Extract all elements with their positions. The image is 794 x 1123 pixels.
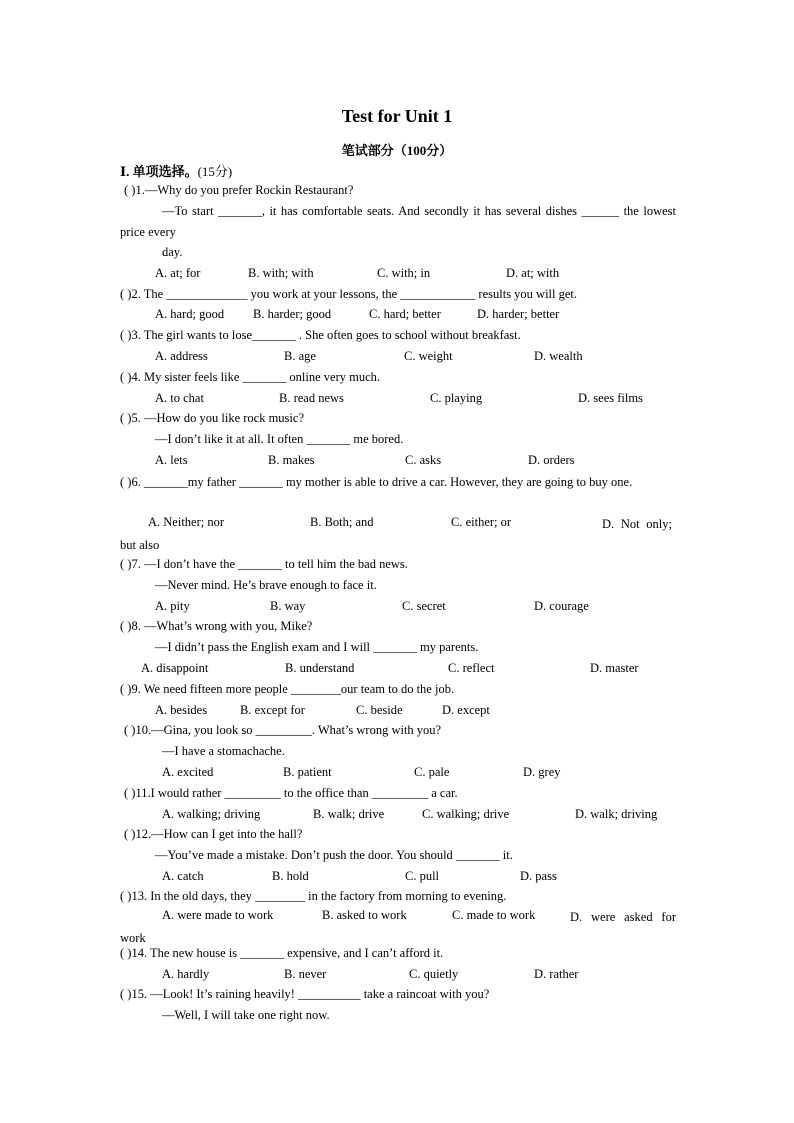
option-b[interactable]: B. asked to work xyxy=(322,908,407,922)
option-a[interactable]: A. were made to work xyxy=(162,908,274,922)
option-a[interactable]: A. address xyxy=(155,349,208,363)
option-d[interactable]: D. wealth xyxy=(534,349,583,363)
option-c[interactable]: C. secret xyxy=(402,599,446,613)
option-a[interactable]: A. disappoint xyxy=(141,661,209,675)
question-line: —I have a stomachache. xyxy=(162,744,285,758)
option-c[interactable]: C. with; in xyxy=(377,266,431,280)
question-stem: ( )2. The _____________ you work at your lessons, the ____________ results you will get. xyxy=(120,287,578,301)
question-stem: ( )6. _______my father _______ my mother is able to drive a car. However, they are going to buy one. xyxy=(120,475,633,489)
option-d[interactable]: D. harder; better xyxy=(477,307,560,321)
question-stem: ( )9. We need fifteen more people ________our team to do the job. xyxy=(120,682,455,696)
option-c[interactable]: C. pull xyxy=(405,869,440,883)
option-a[interactable]: A. excited xyxy=(162,765,214,779)
option-b[interactable]: B. way xyxy=(270,599,306,613)
option-b[interactable]: B. patient xyxy=(283,765,332,779)
option-a[interactable]: A. lets xyxy=(155,453,188,467)
option-a[interactable]: A. hard; good xyxy=(155,307,225,321)
option-a[interactable]: A. walking; driving xyxy=(162,807,261,821)
page-subtitle: 笔试部分（100分） xyxy=(341,143,453,158)
page-title: Test for Unit 1 xyxy=(341,106,453,126)
question-line: —Never mind. He’s brave enough to face it. xyxy=(155,578,377,592)
option-d[interactable]: D. sees films xyxy=(578,391,643,405)
question-stem: ( )3. The girl wants to lose_______ . She often goes to school without breakfast. xyxy=(120,328,521,342)
option-c[interactable]: C. weight xyxy=(404,349,453,363)
question-line: —I didn’t pass the English exam and I will _______ my parents. xyxy=(155,640,479,654)
option-a[interactable]: A. hardly xyxy=(162,967,210,981)
option-d[interactable]: D. pass xyxy=(520,869,557,883)
option-b[interactable]: B. age xyxy=(284,349,316,363)
option-c[interactable]: C. pale xyxy=(414,765,450,779)
option-d[interactable]: D. courage xyxy=(534,599,589,613)
option-a[interactable]: A. at; for xyxy=(155,266,201,280)
option-d[interactable]: D. orders xyxy=(528,453,575,467)
option-b[interactable]: B. understand xyxy=(285,661,355,675)
question-stem: ( )15. —Look! It’s raining heavily! __________ take a raincoat with you? xyxy=(120,987,490,1001)
option-c[interactable]: C. made to work xyxy=(452,908,536,922)
option-c[interactable]: C. either; or xyxy=(451,515,512,529)
question-stem: ( )11.I would rather _________ to the office than _________ a car. xyxy=(124,786,458,800)
option-a[interactable]: A. pity xyxy=(155,599,190,613)
option-b[interactable]: B. hold xyxy=(272,869,309,883)
option-d[interactable]: D. except xyxy=(442,703,490,717)
option-b[interactable]: B. walk; drive xyxy=(313,807,385,821)
option-b[interactable]: B. makes xyxy=(268,453,315,467)
option-c[interactable]: C. beside xyxy=(356,703,403,717)
option-b[interactable]: B. read news xyxy=(279,391,344,405)
question-stem: ( )12.—How can I get into the hall? xyxy=(124,827,303,841)
option-a[interactable]: A. catch xyxy=(162,869,204,883)
question-stem: ( )13. In the old days, they ________ in the factory from morning to evening. xyxy=(120,889,507,903)
option-a[interactable]: A. to chat xyxy=(155,391,204,405)
question-line: —I don’t like it at all. It often _______ me bored. xyxy=(155,432,404,446)
option-a[interactable]: A. Neither; nor xyxy=(148,515,225,529)
option-d[interactable]: D. at; with xyxy=(506,266,560,280)
option-b[interactable]: B. never xyxy=(284,967,327,981)
question-stem: ( )8. —What’s wrong with you, Mike? xyxy=(120,619,313,633)
option-d[interactable]: D. Not only; but also xyxy=(120,517,672,552)
option-d[interactable]: D. master xyxy=(590,661,639,675)
option-a[interactable]: A. besides xyxy=(155,703,208,717)
option-c[interactable]: C. asks xyxy=(405,453,442,467)
question-line: —You’ve made a mistake. Don’t push the door. You should _______ it. xyxy=(155,848,513,862)
question-stem: ( )1.—Why do you prefer Rockin Restaurant? xyxy=(124,183,354,197)
question-stem: ( )14. The new house is _______ expensive, and I can’t afford it. xyxy=(120,946,444,960)
question-stem: ( )5. —How do you like rock music? xyxy=(120,411,304,425)
question-line: —To start _______, it has comfortable seats. And secondly it has several dishes ______ the lowest price every xyxy=(120,204,676,239)
option-b[interactable]: B. with; with xyxy=(248,266,314,280)
question-line: day. xyxy=(162,245,183,259)
question-stem: ( )10.—Gina, you look so _________. What’s wrong with you? xyxy=(124,723,442,737)
question-line: —Well, I will take one right now. xyxy=(162,1008,330,1022)
option-b[interactable]: B. harder; good xyxy=(253,307,332,321)
option-c[interactable]: C. playing xyxy=(430,391,483,405)
section-heading xyxy=(120,161,232,180)
section-label: Ⅰ. 单项选择。 xyxy=(120,164,198,179)
question-stem: ( )7. —I don’t have the _______ to tell him the bad news. xyxy=(120,557,408,571)
option-b[interactable]: B. Both; and xyxy=(310,515,374,529)
section-score: (15分) xyxy=(197,164,233,179)
option-c[interactable]: C. walking; drive xyxy=(422,807,510,821)
option-c[interactable]: C. hard; better xyxy=(369,307,441,321)
option-c[interactable]: C. quietly xyxy=(409,967,459,981)
question-stem: ( )4. My sister feels like _______ online very much. xyxy=(120,370,381,384)
option-d[interactable]: D. were asked for work xyxy=(120,910,676,945)
option-d[interactable]: D. rather xyxy=(534,967,579,981)
option-c[interactable]: C. reflect xyxy=(448,661,495,675)
option-d[interactable]: D. walk; driving xyxy=(575,807,658,821)
option-d[interactable]: D. grey xyxy=(523,765,561,779)
option-b[interactable]: B. except for xyxy=(240,703,305,717)
